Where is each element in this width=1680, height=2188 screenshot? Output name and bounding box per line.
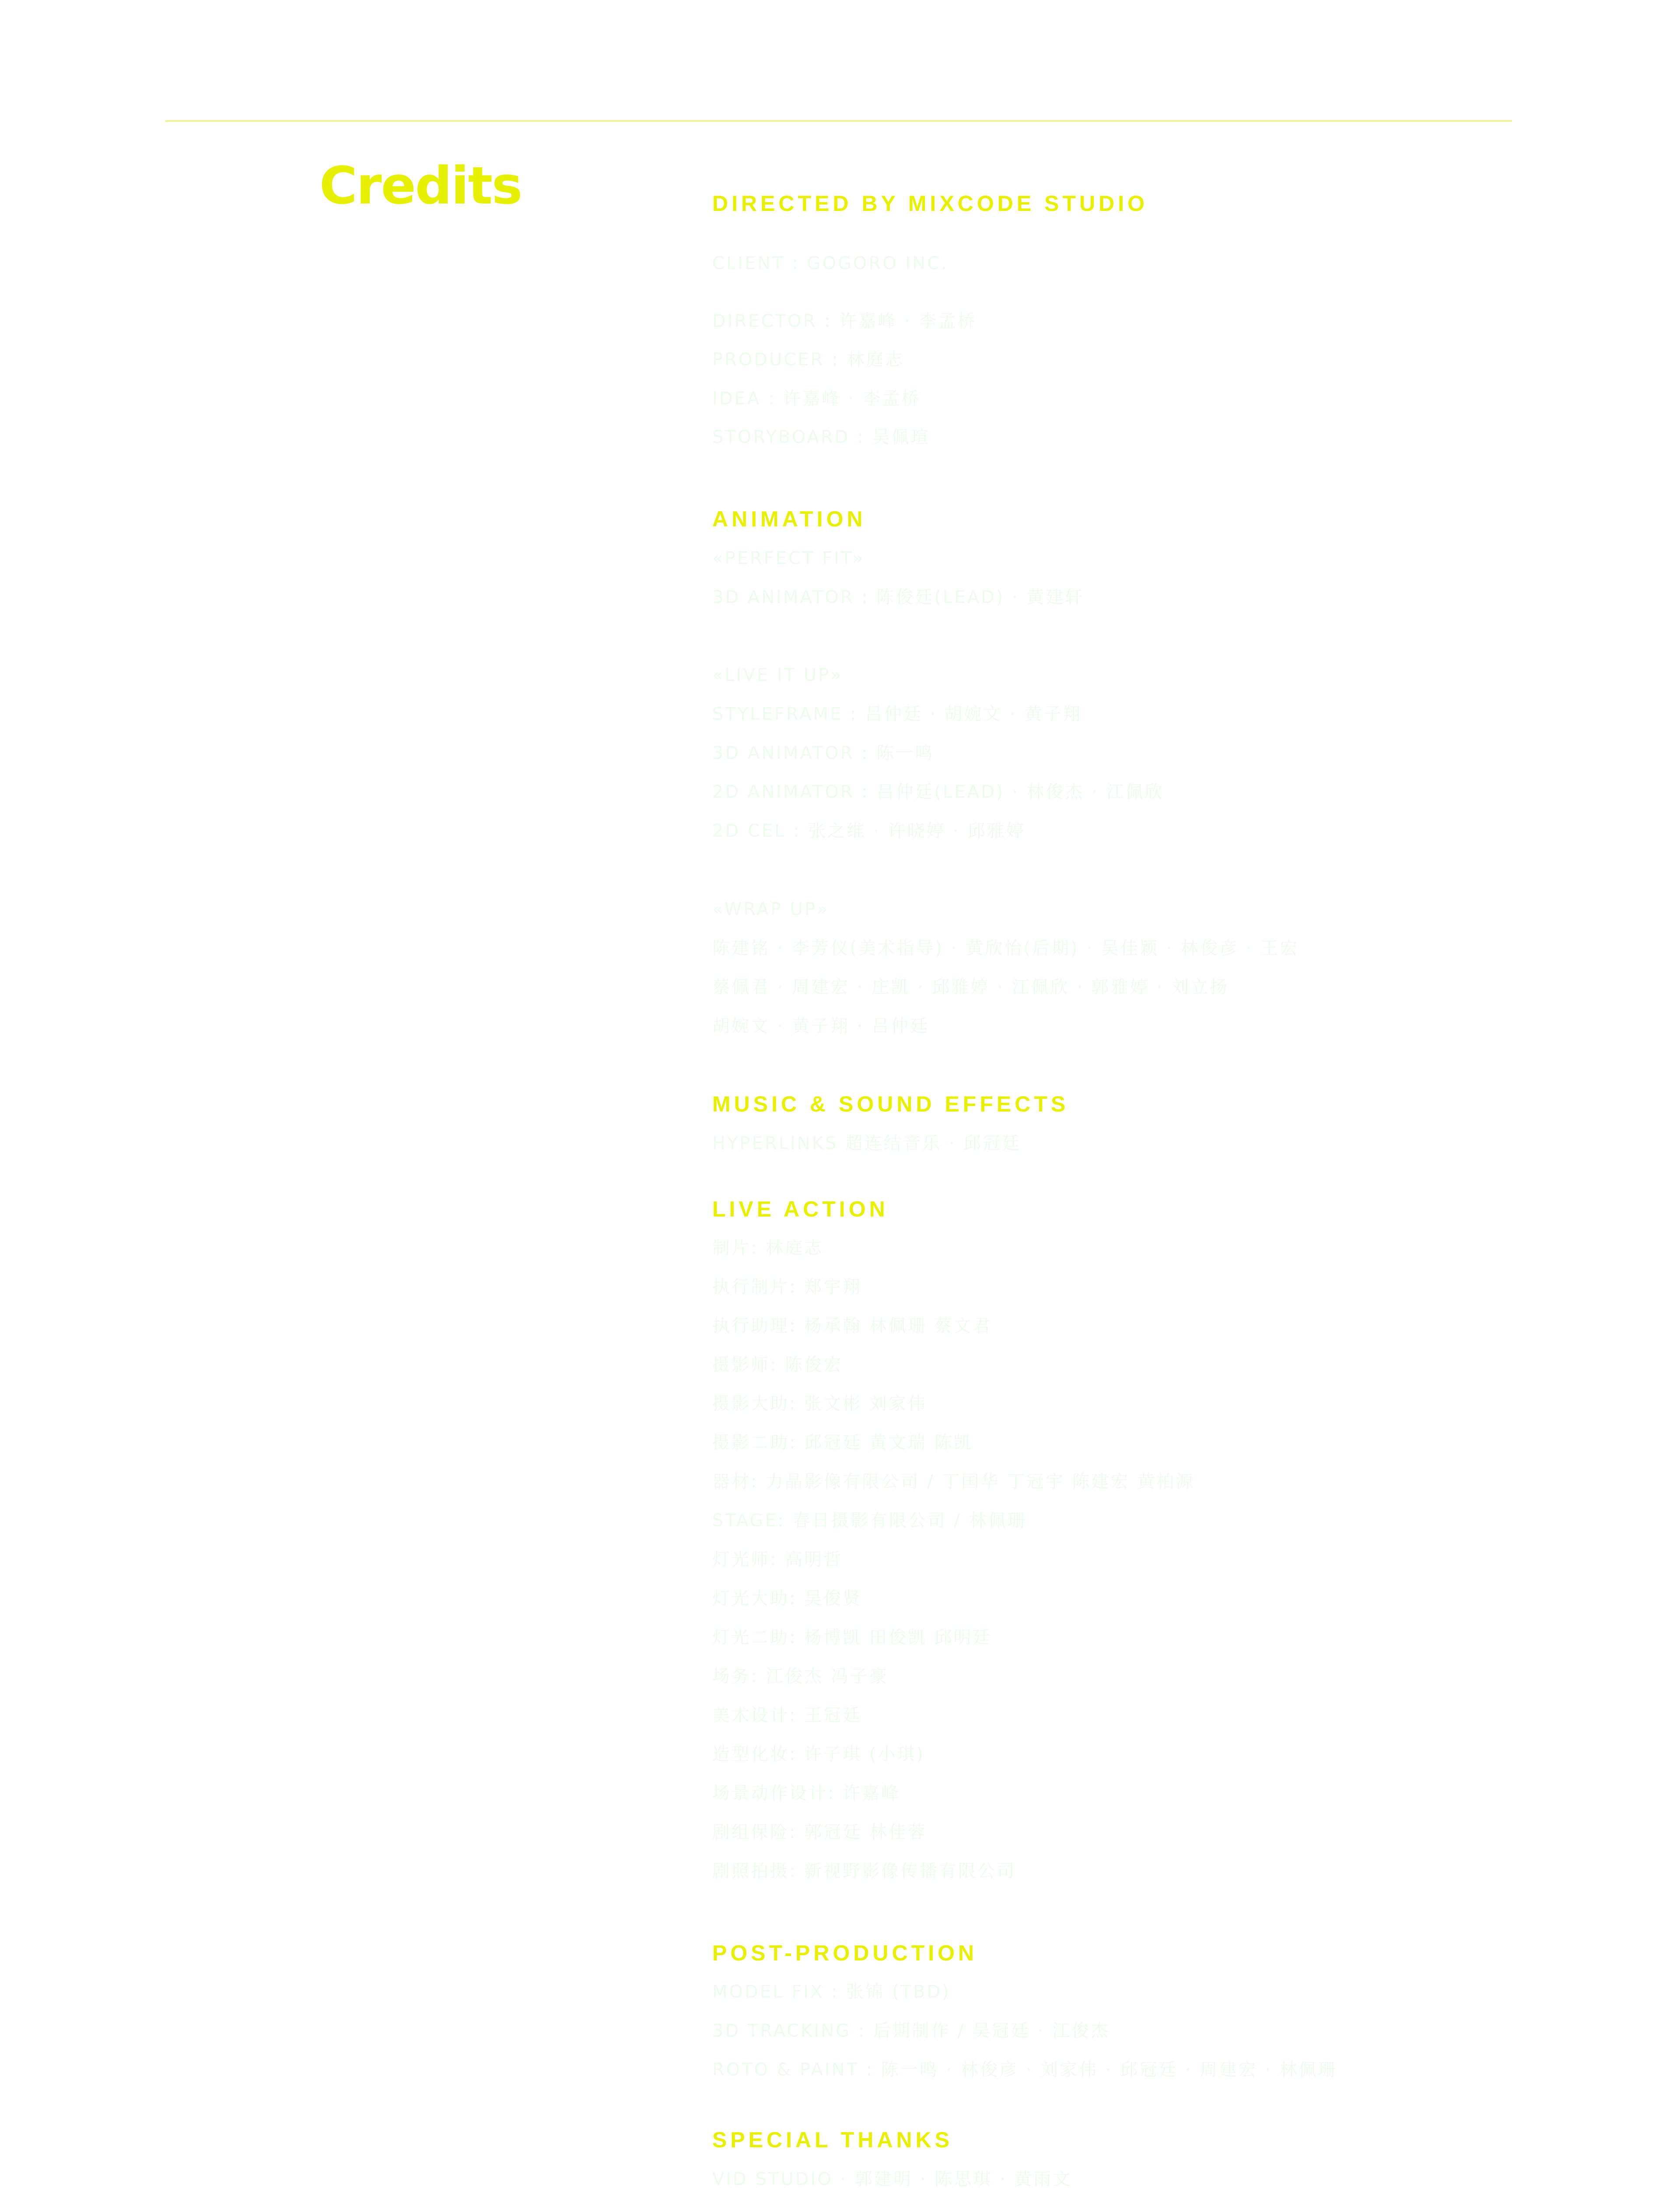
live-it-up-2d-cel: 2D CEL : 张之维 · 许晓婷 · 邱雅婷	[712, 821, 1026, 841]
music-heading: MUSIC & SOUND EFFECTS	[712, 1092, 1069, 1116]
live-it-up-title: «LIVE IT UP»	[712, 665, 843, 685]
live-action-line: 器材: 力晶影像有限公司 / 丁国华 丁冠宇 陈建宏 黄柏源	[712, 1472, 1195, 1492]
page-title: Credits	[319, 155, 522, 216]
wrap-up-line-1: 陈建铭 · 李芳仪(美术指导) · 黄欣怡(后期) · 吴佳颖 · 林俊彦 · 王宏	[712, 938, 1299, 958]
live-action-line: 灯光师: 高明哲	[712, 1550, 843, 1570]
live-action-line: 摄影师: 陈俊宏	[712, 1355, 843, 1375]
director-line: DIRECTOR : 许嘉峰 · 李孟桥	[712, 311, 977, 331]
storyboard-line: STORYBOARD : 吴佩瑄	[712, 427, 930, 447]
live-action-line: 场景动作设计: 许嘉峰	[712, 1783, 901, 1803]
post-production-line: 3D TRACKING : 后期制作 / 吴冠廷 · 江俊杰	[712, 2021, 1110, 2041]
live-action-heading: LIVE ACTION	[712, 1197, 889, 1221]
music-line: HYPERLINKS 超连结音乐 · 邱冠廷	[712, 1133, 1022, 1154]
post-production-heading: POST-PRODUCTION	[712, 1941, 978, 1965]
special-thanks-line: VID STUDIO · 郭建明 · 陈思琪 · 黄雨文	[712, 2169, 1072, 2188]
live-action-line: 执行助理: 杨承翰 林佩珊 蔡文君	[712, 1316, 992, 1336]
live-action-line: 美术设计: 王冠廷	[712, 1705, 862, 1725]
directed-by-heading: DIRECTED BY MIXCODE STUDIO	[712, 191, 1148, 216]
live-action-line: 摄影大助: 张文彬 刘家伟	[712, 1394, 927, 1414]
wrap-up-line-2: 蔡佩君 · 周建宏 · 庄凯 · 邱雅婷 · 江佩欣 · 郭雅婷 · 刘立扬	[712, 977, 1229, 997]
perfect-fit-3d-animator: 3D ANIMATOR : 陈俊廷(LEAD) · 黄建轩	[712, 587, 1085, 607]
live-action-line: STAGE: 春日摄影有限公司 / 林佩珊	[712, 1511, 1027, 1531]
live-action-line: 制片: 林庭志	[712, 1238, 824, 1258]
special-thanks-heading: SPECIAL THANKS	[712, 2128, 953, 2152]
live-action-line: 灯光二助: 杨博凯 田俊凯 邱明廷	[712, 1627, 992, 1648]
wrap-up-title: «WRAP UP»	[712, 899, 830, 919]
live-it-up-3d-animator: 3D ANIMATOR : 陈一鸣	[712, 743, 934, 763]
post-production-line: ROTO & PAINT : 陈一鸣 · 林俊彦 · 刘家伟 · 邱冠廷 · 周建宏 · 林佩珊	[712, 2060, 1337, 2080]
live-it-up-2d-animator: 2D ANIMATOR : 吕仲廷(LEAD) · 林俊杰 · 江佩欣	[712, 782, 1164, 802]
perfect-fit-title: «PERFECT FIT»	[712, 548, 865, 568]
live-it-up-styleframe: STYLEFRAME : 吕仲廷 · 胡婉文 · 黄子翔	[712, 704, 1082, 724]
live-action-line: 摄影二助: 邱冠廷 黄文瑞 陈凯	[712, 1433, 973, 1453]
animation-heading: ANIMATION	[712, 507, 866, 531]
live-action-line: 造型化妆: 许子琪 (小琪)	[712, 1744, 925, 1764]
idea-line: IDEA : 许嘉峰 · 李孟桥	[712, 389, 921, 409]
live-action-line: 执行制片: 郑宇翔	[712, 1277, 862, 1297]
live-action-line: 剧组保险: 郭冠廷 林佳蓉	[712, 1822, 927, 1842]
post-production-line: MODEL FIX : 张锦 (TBD)	[712, 1982, 951, 2002]
producer-line: PRODUCER : 林庭志	[712, 350, 905, 370]
wrap-up-line-3: 胡婉文 · 黄子翔 · 吕仲廷	[712, 1016, 930, 1036]
client-line: CLIENT : GOGORO INC.	[712, 253, 948, 274]
live-action-line: 剧照拍摄: 新视野影像传播有限公司	[712, 1861, 1016, 1881]
top-divider	[165, 120, 1512, 122]
live-action-line: 灯光大助: 吴俊贤	[712, 1588, 862, 1609]
live-action-line: 场务: 江俊杰 冯子豪	[712, 1666, 889, 1687]
